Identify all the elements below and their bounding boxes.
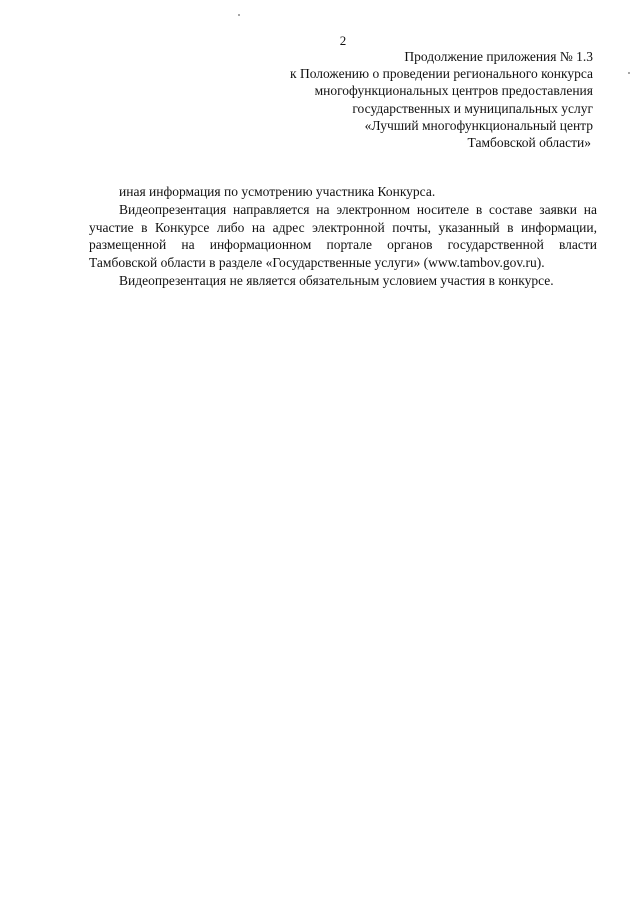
- header-line: государственных и муниципальных услуг: [352, 100, 593, 116]
- header-line: Тамбовской области»: [467, 135, 591, 151]
- scan-speck: [628, 72, 630, 74]
- body-paragraph: иная информация по усмотрению участника Конкурса.: [119, 184, 436, 199]
- scan-speck: [238, 14, 240, 16]
- appendix-header: [233, 48, 593, 151]
- body-paragraph: Видеопрезентация направляется на электронном носителе в составе заявки на участие в Конкурсе либо на адрес электронной почты, указанный в информации, размещенной на информационном портале органов государственной власти Тамбовской области в разделе «Государственные услуги» (www.tambov.gov.ru).: [89, 201, 597, 271]
- body-paragraph: Видеопрезентация не является обязательным условием участия в конкурсе.: [119, 272, 554, 288]
- header-line: многофункциональных центров предоставления: [314, 83, 593, 99]
- document-body: [89, 183, 597, 290]
- page-number: 2: [339, 33, 347, 48]
- header-line: Продолжение приложения № 1.3: [404, 49, 593, 64]
- header-line: «Лучший многофункциональный центр: [364, 117, 593, 133]
- header-line: к Положению о проведении регионального конкурса: [290, 66, 593, 82]
